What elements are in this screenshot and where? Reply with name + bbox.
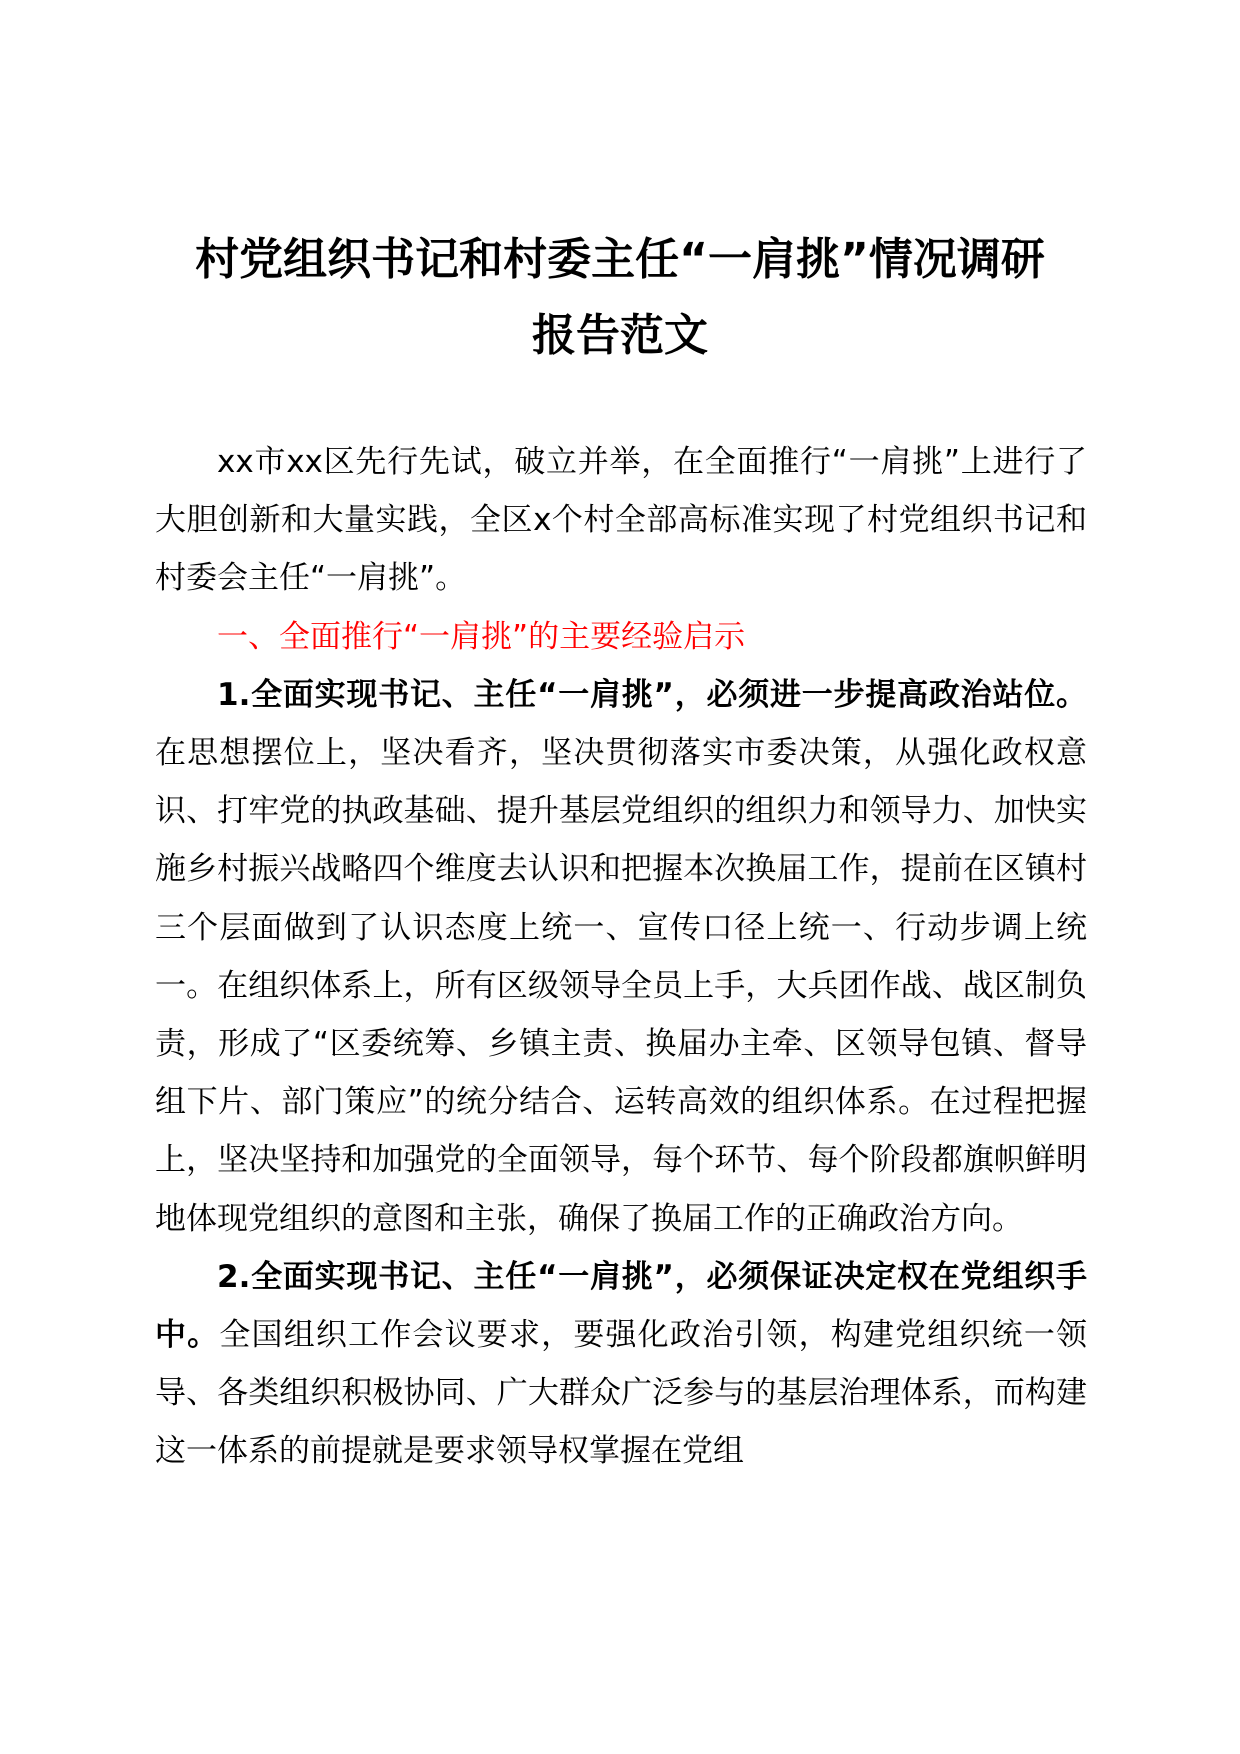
intro-paragraph: xx市xx区先行先试，破立并举，在全面推行“一肩挑”上进行了大胆创新和大量实践，全区x个村全部高标准实现了村党组织书记和村委会主任“一肩挑”。	[155, 444, 1087, 597]
point-1-lead: 1.全面实现书记、主任“一肩挑”，必须进一步提高政治站位。	[217, 676, 1087, 713]
point-1-paragraph	[155, 666, 1087, 1248]
point-1-text: 在思想摆位上，坚决看齐，坚决贯彻落实市委决策，从强化政权意识、打牢党的执政基础、提升基层党组织的组织力和领导力、加快实施乡村振兴战略四个维度去认识和把握本次换届工作，提前在区镇村三个层面做到了认识态度上统一、宣传口径上统一、行动步调上统一。在组织体系上，所有区级领导全员上手，大兵团作战、战区制负责，形成了“区委统筹、乡镇主责、换届办主牵、区领导包镇、督导组下片、部门策应”的统分结合、运转高效的组织体系。在过程把握上，坚决坚持和加强党的全面领导，每个环节、每个阶段都旗帜鲜明地体现党组织的意图和主张，确保了换届工作的正确政治方向。	[155, 735, 1087, 1237]
document-title	[140, 222, 1100, 374]
title-line-1: 村党组织书记和村委主任“一肩挑”情况调研	[195, 234, 1045, 285]
title-line-2: 报告范文	[532, 310, 708, 361]
point-2-paragraph	[155, 1248, 1087, 1481]
section-heading-1: 一、全面推行“一肩挑”的主要经验启示	[217, 618, 746, 655]
point-2-lead: 2.全面实现书记、主任“一肩挑”，必须保证决定权在党组织手中。	[155, 1258, 1087, 1354]
document-body	[155, 433, 1087, 1481]
point-2-text: 全国组织工作会议要求，要强化政治引领，构建党组织统一领导、各类组织积极协同、广大群众广泛参与的基层治理体系，而构建这一体系的前提就是要求领导权掌握在党组	[155, 1317, 1087, 1470]
